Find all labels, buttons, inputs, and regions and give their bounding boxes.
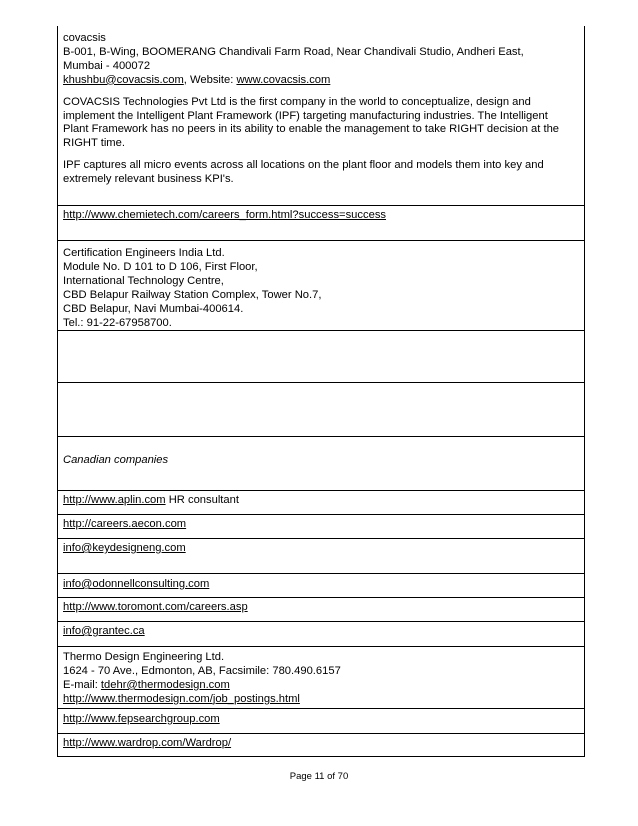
wardrop-link[interactable]: http://www.wardrop.com/Wardrop/ (63, 737, 232, 749)
paragraph-line: implement the Intelligent Plant Framework (IPF) targeting manufacturing industries. The Intelligent (63, 109, 548, 122)
table-row-cei (58, 240, 584, 330)
address-line: B-001, B-Wing, BOOMERANG Chandivali Farm Road, Near Chandivali Studio, Andheri East, (63, 45, 524, 58)
toromont-link[interactable]: http://www.toromont.com/careers.asp (63, 601, 248, 613)
table-row (58, 573, 584, 597)
address-line: Mumbai - 400072 (63, 59, 151, 72)
fep-link[interactable]: http://www.fepsearchgroup.com (63, 713, 220, 725)
company-name: Certification Engineers India Ltd. (63, 247, 225, 259)
table-row (58, 538, 584, 573)
website-link[interactable]: www.covacsis.com (236, 73, 331, 86)
address-line: International Technology Centre, (63, 274, 224, 287)
address-line: Module No. D 101 to D 106, First Floor, (63, 260, 258, 273)
aplin-link[interactable]: http://www.aplin.com (63, 494, 166, 506)
section-heading: Canadian companies (63, 454, 169, 466)
paragraph-line: IPF captures all micro events across all locations on the plant floor and models them into key and (63, 159, 544, 172)
description-paragraph (63, 96, 579, 152)
paragraph-line: RIGHT time. (63, 137, 125, 150)
address-line: CBD Belapur, Navi Mumbai-400614. (63, 302, 244, 315)
aecon-link[interactable]: http://careers.aecon.com (63, 518, 187, 530)
address-line: 1624 - 70 Ave., Edmonton, AB, Facsimile: 780.490.6157 (63, 664, 341, 677)
table-row (58, 708, 584, 733)
table-row (58, 733, 584, 756)
page-number: Page 11 of 70 (289, 771, 349, 782)
table-row (58, 621, 584, 646)
aplin-note: HR consultant (165, 494, 239, 506)
thermo-email-link[interactable]: tdehr@thermodesign.com (100, 678, 230, 691)
odonnell-email-link[interactable]: info@odonnellconsulting.com (63, 578, 210, 590)
contact-line (63, 74, 579, 88)
table-row (58, 490, 584, 514)
keydesign-email-link[interactable]: info@keydesigneng.com (63, 542, 186, 554)
table-row-covacsis (58, 26, 584, 205)
table-row (58, 205, 584, 240)
paragraph-line: extremely relevant business KPI's. (63, 173, 234, 186)
address-line: CBD Belapur Railway Station Complex, Tower No.7, (63, 288, 322, 301)
table-row (58, 597, 584, 621)
description-paragraph (63, 159, 579, 187)
company-name: covacsis (63, 32, 106, 44)
table-row-empty (58, 330, 584, 382)
table-row-thermo (58, 646, 584, 708)
paragraph-line: Plant Framework has no peers in its ability to enable the management to take RIGHT decision at the (63, 123, 560, 136)
company-table (57, 26, 585, 757)
table-row (58, 436, 584, 490)
email-label: E-mail: (63, 678, 101, 691)
company-name: Thermo Design Engineering Ltd. (63, 651, 225, 663)
paragraph-line: COVACSIS Technologies Pvt Ltd is the first company in the world to conceptualize, design and (63, 95, 531, 108)
grantec-email-link[interactable]: info@grantec.ca (63, 625, 145, 637)
table-row-empty (58, 382, 584, 436)
website-label: , Website: (183, 73, 237, 86)
thermo-jobs-link[interactable]: http://www.thermodesign.com/job_postings.html (63, 692, 300, 705)
table-row (58, 514, 584, 538)
email-link[interactable]: khushbu@covacsis.com (63, 73, 184, 86)
chemietech-link[interactable]: http://www.chemietech.com/careers_form.html?success=success (63, 209, 387, 221)
phone-line: Tel.: 91-22-67958700. (63, 316, 172, 329)
